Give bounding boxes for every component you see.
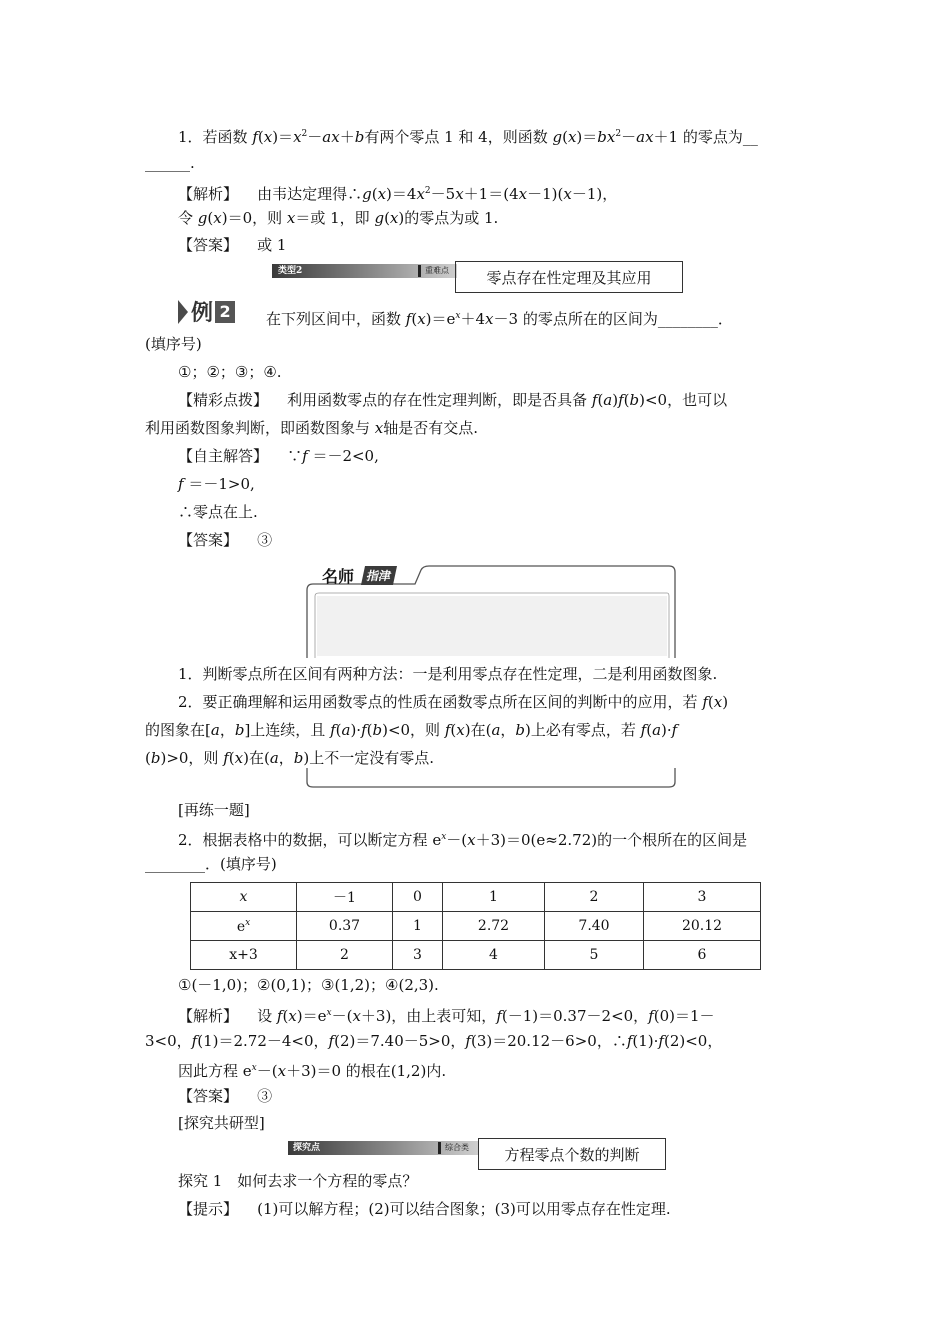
q1-answer: 【答案】 或 1 [178, 236, 287, 254]
type2-bar-tag: 重难点 [425, 266, 449, 275]
ex2-options: ①；②；③；④. [178, 363, 282, 381]
answer-label: 【答案】 [178, 236, 239, 254]
answer-label: 【答案】 [178, 1087, 239, 1105]
data-table [190, 882, 761, 970]
type2-bar-label: 类型2 [278, 266, 303, 276]
ex2-self-line3: ∴零点在上. [178, 503, 258, 521]
q1-analysis: 【解析】 由韦达定理得$\therefore g(x)=4x^2-5x+1=(4x-1)(x-1)$， [178, 185, 618, 203]
type2-title-box [455, 261, 683, 293]
table-row [191, 912, 761, 941]
practice-analysis-line3: 因此方程 $e^x-(x+3)=0$ 的根在(1,2)内. [178, 1062, 447, 1080]
q1-line1: 1．若函数 $f(x)=x^2-ax+b$有两个零点 1 和 4，则函数 $g(x)=bx^2-ax+1$ 的零点为__ [178, 128, 758, 146]
ex2-hint-line2: 利用函数图象判断，即函数图象与 x轴是否有交点. [145, 419, 479, 437]
explore-title-box [478, 1138, 666, 1170]
ex2-hint: 【精彩点拨】 利用函数零点的存在性定理判断，即是否具备 f(a)f(b)<0，也可以 [178, 391, 728, 409]
tips-p1: 1．判断零点所在区间有两种方法：一是利用零点存在性定理，二是利用函数图象. [178, 665, 718, 683]
ex2-question-line2: (填序号) [145, 335, 202, 353]
tips-p2: 2．要正确理解和运用函数零点的性质在函数零点所在区间的判断中的应用，若 f(x) [178, 693, 729, 711]
explore-q1: 探究 1 如何去求一个方程的零点？ [178, 1172, 418, 1190]
tips-title: 名师 [322, 567, 355, 586]
tips-tag: 指津 [361, 566, 397, 585]
tips-frame-bottom [305, 768, 680, 790]
analysis-label: 【解析】 [178, 1007, 239, 1025]
explore-bar-label: 探究点 [293, 1143, 321, 1153]
bar-divider [438, 1142, 441, 1154]
practice-options: ①(－1,0)；②(0,1)；③(1,2)；④(2,3). [178, 976, 439, 994]
table-cell: 4 [443, 941, 545, 970]
table-cell: －1 [297, 883, 393, 912]
table-cell: 2.72 [443, 912, 545, 941]
tips-p2-line2: 的图象在[a，b]上连续，且 f(a)·f(b)<0，则 f(x)在(a，b)上必有零点，若 f(a)·f [145, 721, 678, 739]
self-label: 【自主解答】 [178, 447, 269, 465]
practice-answer: 【答案】 ③ [178, 1087, 273, 1105]
example-badge [178, 296, 235, 327]
table-row [191, 883, 761, 912]
table-cell: 1 [443, 883, 545, 912]
triangle-icon [178, 300, 188, 324]
q1-line4: 令 g(x)＝0，则 x＝或 1，即 g(x)的零点为或 1. [178, 209, 499, 227]
row-label-x3: x+3 [191, 941, 297, 970]
hint-label: 【提示】 [178, 1200, 239, 1218]
analysis-label: 【解析】 [178, 185, 239, 203]
table-cell: 20.12 [644, 912, 761, 941]
table-cell: 0 [393, 883, 443, 912]
table-cell: 3 [644, 883, 761, 912]
explore-hint: 【提示】 (1)可以解方程；(2)可以结合图象；(3)可以用零点存在性定理. [178, 1200, 671, 1218]
table-cell: 1 [393, 912, 443, 941]
ex2-answer: 【答案】 ③ [178, 531, 273, 549]
tips-p2-line3: (b)>0，则 f(x)在(a，b)上不一定没有零点. [145, 749, 435, 767]
practice-analysis-line2: 3<0，f(1)＝2.72－4<0，f(2)＝7.40－5>0，f(3)＝20.12－6>0，∴f(1)·f(2)<0， [145, 1032, 723, 1050]
table-cell: 7.40 [545, 912, 644, 941]
row-label-ex: $e^x$ [191, 912, 297, 941]
type2-title: 零点存在性定理及其应用 [486, 268, 652, 287]
example-number: 2 [215, 301, 235, 323]
q1-line2: ______. [145, 154, 195, 172]
table-cell: 0.37 [297, 912, 393, 941]
answer-label: 【答案】 [178, 531, 239, 549]
bar-divider [418, 265, 421, 277]
explore-label: [探究共研型] [178, 1114, 265, 1132]
ex2-self-line2: f ＝－1>0, [178, 475, 255, 493]
ex2-self: 【自主解答】 ∵f ＝－2<0, [178, 447, 379, 465]
explore-title: 方程零点个数的判断 [504, 1145, 640, 1164]
example-label: 例 [191, 301, 214, 326]
table-cell: 6 [644, 941, 761, 970]
ex2-question: 在下列区间中，函数 $f(x)=e^x+4x-3$ 的零点所在的区间为________． [266, 310, 733, 328]
tips-frame [305, 560, 680, 660]
practice-label: [再练一题] [178, 801, 250, 819]
table-cell: 3 [393, 941, 443, 970]
table-cell: 2 [297, 941, 393, 970]
explore-bar-tag: 综合类 [445, 1143, 469, 1152]
practice-question: 2．根据表格中的数据，可以断定方程 $e^x-(x+3)=0(e\approx 2.72)$的一个根所在的区间是 [178, 831, 748, 849]
table-row [191, 941, 761, 970]
table-cell: 5 [545, 941, 644, 970]
table-cell: 2 [545, 883, 644, 912]
hint-label: 【精彩点拨】 [178, 391, 269, 409]
practice-analysis: 【解析】 设 $f(x)=e^x-(x+3)$，由上表可知，f(－1)＝0.37－2<0，f(0)＝1－ [178, 1007, 715, 1025]
row-label-x: x [191, 883, 297, 912]
practice-question-line2: ________．(填序号) [145, 855, 277, 873]
